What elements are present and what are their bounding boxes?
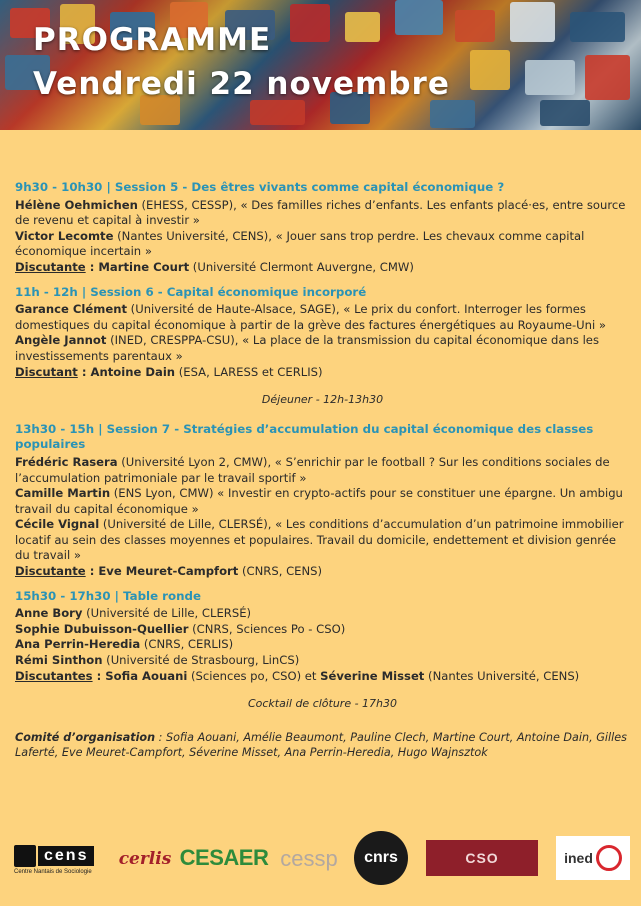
speaker-name: Cécile Vignal bbox=[15, 517, 100, 532]
discussant-affil: (Université Clermont Auvergne, CMW) bbox=[189, 259, 414, 274]
talk-text: (EHESS, CESSP), « Des familles riches d’enfants. Les enfants placé·es, entre source de revenu et capital à investir » bbox=[15, 197, 626, 228]
lunch-break: Déjeuner - 12h-13h30 bbox=[261, 393, 384, 407]
session-title: 9h30 - 10h30 | Session 5 - Des êtres vivants comme capital économique ? bbox=[15, 180, 505, 194]
cnrs-logo bbox=[354, 831, 408, 885]
discussant-name: Sofia Aouani bbox=[105, 668, 188, 683]
discussant-affil: (ESA, LARESS et CERLIS) bbox=[175, 364, 323, 379]
cerlis-wordmark: cerlis bbox=[118, 849, 172, 869]
talk-text: (Nantes Université, CENS), « Jouer sans trop perdre. Les chevaux comme capital économique incertain » bbox=[15, 228, 585, 259]
ined-mark-icon bbox=[596, 845, 622, 871]
speaker-name: Garance Clément bbox=[15, 302, 127, 317]
cesaer-wordmark: CESAER bbox=[179, 845, 269, 870]
header-banner bbox=[0, 0, 641, 130]
cso-wordmark: CSO bbox=[465, 850, 499, 866]
talk-text: (INED, CRESPPA-CSU), « La place de la transmission du capital économique dans les investissements parentaux » bbox=[15, 333, 599, 363]
ined-wordmark: ined bbox=[564, 850, 593, 866]
member-affil: (CNRS, CERLIS) bbox=[140, 637, 234, 652]
talk bbox=[15, 455, 630, 486]
talk bbox=[15, 229, 630, 260]
discussant-name: Antoine Dain bbox=[90, 364, 176, 379]
discussant-sep: : bbox=[77, 364, 91, 379]
discussant bbox=[15, 669, 630, 685]
talk-text: (ENS Lyon, CMW) « Investir en crypto-actifs pour se constituer une épargne. Un ambigu travail du capital économique » bbox=[15, 486, 623, 516]
discussant-affil: (Sciences po, CSO) et bbox=[187, 668, 321, 683]
talk-text: (Université Lyon 2, CMW), « S’enrichir par le football ? Sur les conditions sociales de l’accumulation patrimoniale par le travail sportif » bbox=[15, 454, 610, 485]
programme-content bbox=[15, 180, 630, 760]
cesaer-logo bbox=[180, 842, 268, 874]
talk-text: (Université de Lille, CLERSÉ), « Les conditions d’accumulation d’un patrimoine immobilier locatif au sein des classes moyennes et populaires. Travail du domicile, endettement et division genrée du travail » bbox=[15, 517, 624, 563]
cocktail-break: Cocktail de clôture - 17h30 bbox=[247, 697, 398, 711]
discussant-name: Séverine Misset bbox=[320, 668, 425, 683]
committee-members: : Sofia Aouani, Amélie Beaumont, Pauline Clech, Martine Court, Antoine Dain, Gilles Laferté, Eve Meuret-Campfort, Séverine Misset, Ana Perrin-Heredia, Hugo Wajnsztok bbox=[15, 730, 627, 759]
discussant bbox=[15, 260, 630, 276]
member-affil: (Université de Lille, CLERSÉ) bbox=[82, 606, 252, 621]
cnrs-wordmark: cnrs bbox=[364, 849, 398, 866]
speaker-name: Sophie Dubuisson-Quellier bbox=[15, 621, 189, 636]
discussant-sep: : bbox=[85, 564, 99, 579]
speaker-name: Anne Bory bbox=[15, 606, 83, 621]
member bbox=[15, 606, 630, 622]
talk bbox=[15, 517, 630, 564]
session-5 bbox=[15, 180, 630, 276]
ined-logo bbox=[556, 836, 630, 880]
talk bbox=[15, 333, 630, 364]
discussant-label: Discutante bbox=[15, 259, 86, 274]
cso-logo bbox=[426, 840, 538, 876]
discussant-label: Discutante bbox=[15, 564, 86, 579]
member bbox=[15, 653, 630, 669]
speaker-name: Camille Martin bbox=[15, 486, 111, 501]
cerlis-logo bbox=[120, 838, 170, 880]
discussant-sep: : bbox=[92, 668, 106, 683]
session-title: 11h - 12h | Session 6 - Capital économique incorporé bbox=[15, 284, 367, 299]
discussant-name: Martine Court bbox=[98, 259, 190, 274]
organizing-committee bbox=[15, 730, 630, 760]
talk bbox=[15, 486, 630, 517]
page-title: PROGRAMME bbox=[33, 22, 272, 58]
speaker-name: Angèle Jannot bbox=[15, 333, 107, 348]
session-6 bbox=[15, 285, 630, 381]
cens-wordmark: cens bbox=[38, 846, 94, 866]
member-affil: (CNRS, Sciences Po - CSO) bbox=[188, 621, 346, 636]
member bbox=[15, 637, 630, 653]
discussant-label: Discutant bbox=[15, 364, 78, 379]
discussant-label: Discutantes bbox=[15, 668, 93, 683]
speaker-name: Rémi Sinthon bbox=[15, 653, 103, 668]
page-date: Vendredi 22 novembre bbox=[33, 66, 450, 102]
member bbox=[15, 622, 630, 638]
speaker-name: Hélène Oehmichen bbox=[15, 197, 138, 212]
cessp-wordmark: cessp bbox=[280, 846, 338, 871]
cessp-logo bbox=[278, 836, 340, 882]
session-title: 15h30 - 17h30 | Table ronde bbox=[15, 588, 201, 603]
partner-logos bbox=[12, 828, 632, 888]
session-7 bbox=[15, 422, 630, 580]
cens-subtitle: Centre Nantais de Sociologie bbox=[14, 869, 92, 875]
discussant-sep: : bbox=[85, 259, 99, 274]
cens-mark-icon bbox=[14, 845, 36, 867]
talk bbox=[15, 198, 630, 229]
speaker-name: Victor Lecomte bbox=[15, 228, 114, 243]
discussant-affil: (Nantes Université, CENS) bbox=[424, 668, 580, 683]
discussant bbox=[15, 564, 630, 580]
speaker-name: Ana Perrin-Heredia bbox=[15, 637, 141, 652]
discussant-affil: (CNRS, CENS) bbox=[238, 564, 323, 579]
discussant-name: Eve Meuret-Campfort bbox=[98, 564, 239, 579]
talk-text: (Université de Haute-Alsace, SAGE), « Le prix du confort. Interroger les formes domestiques du capital économique à partir de la grève des factures énergétiques au Royaume-Uni » bbox=[15, 302, 607, 332]
speaker-name: Frédéric Rasera bbox=[15, 454, 118, 469]
cens-logo bbox=[14, 842, 106, 878]
talk bbox=[15, 302, 630, 333]
member-affil: (Université de Strasbourg, LinCS) bbox=[102, 653, 300, 668]
session-title: 13h30 - 15h | Session 7 - Stratégies d’accumulation du capital économique des classes populaires bbox=[15, 421, 594, 452]
discussant bbox=[15, 365, 630, 381]
roundtable bbox=[15, 589, 630, 685]
committee-label: Comité d’organisation bbox=[15, 730, 156, 744]
